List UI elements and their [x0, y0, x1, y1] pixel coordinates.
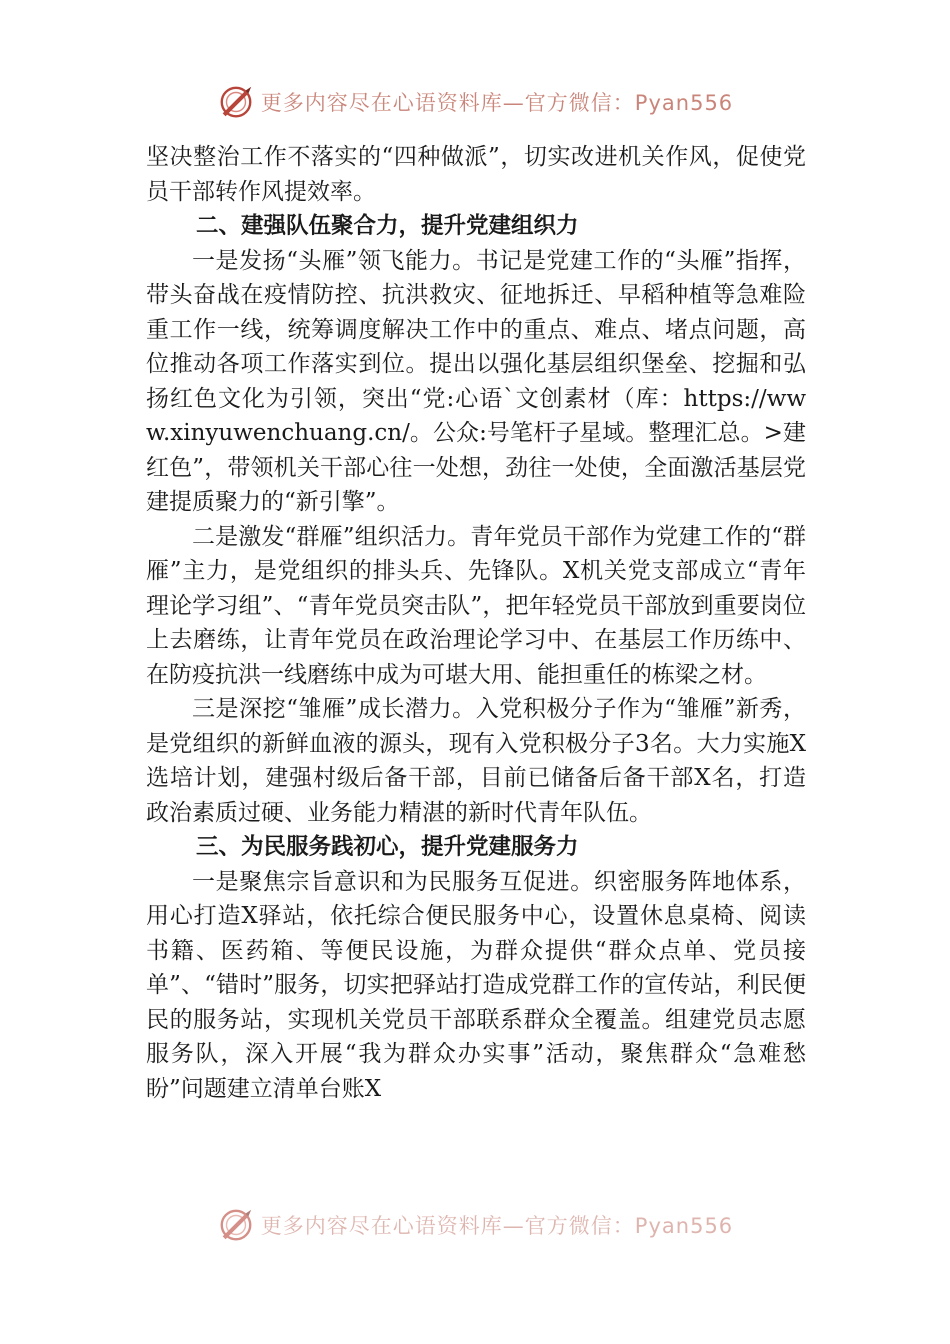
- document-body: [146, 140, 806, 1106]
- paragraph-2: 二是激发“群雁”组织活力。青年党员干部作为党建工作的“群雁”主力，是党组织的排头兵、先锋队。X机关党支部成立“青年理论学习组”、“青年党员突击队”，把年轻党员干部放到重要岗位上去磨练，让青年党员在政治理论学习中、在基层工作历练中、在防疫抗洪一线磨练中成为可堪大用、能担重任的栋梁之材。: [146, 523, 806, 688]
- pen-logo-icon: [217, 1206, 255, 1244]
- section-heading-2: 二、建强队伍聚合力，提升党建组织力: [196, 213, 579, 239]
- paragraph-1: 一是发扬“头雁”领飞能力。书记是党建工作的“头雁”指挥，带头奋战在疫情防控、抗洪救灾、征地拆迁、早稻种植等急难险重工作一线，统筹调度解决工作中的重点、难点、堵点问题，高位推动各项工作落实到位。提出以强化基层组织堡垒、挖掘和弘扬红色文化为引领，突出“党:心语`文创素材（库：https://www.xinyuwenchuang.cn/。公众:号笔杆子星域。整理汇总。>建红色”，带领机关干部心往一处想，劲往一处使，全面激活基层党建提质聚力的“新引擎”。: [146, 247, 806, 515]
- paragraph-4: 一是聚焦宗旨意识和为民服务互促进。织密服务阵地体系，用心打造X驿站，依托综合便民服务中心，设置休息桌椅、阅读书籍、医药箱、等便民设施，为群众提供“群众点单、党员接单”、“错时”服务，切实把驿站打造成党群工作的宣传站，利民便民的服务站，实现机关党员干部联系群众全覆盖。组建党员志愿服务队，深入开展“我为群众办实事”活动，聚焦群众“急难愁盼”问题建立清单台账X: [146, 868, 806, 1102]
- watermark-banner-top: [0, 82, 950, 122]
- paragraph-continuation: 坚决整治工作不落实的“四种做派”，切实改进机关作风，促使党员干部转作风提效率。: [146, 144, 806, 205]
- watermark-text-bottom: 更多内容尽在心语资料库—官方微信：Pyan556: [260, 1214, 734, 1238]
- section-heading-3: 三、为民服务践初心，提升党建服务力: [196, 834, 579, 860]
- pen-logo-icon: [217, 83, 255, 121]
- watermark-text-top: 更多内容尽在心语资料库—官方微信：Pyan556: [260, 91, 734, 115]
- watermark-banner-bottom: [0, 1205, 950, 1245]
- paragraph-3: 三是深挖“雏雁”成长潜力。入党积极分子作为“雏雁”新秀，是党组织的新鲜血液的源头，现有入党积极分子3名。大力实施X选培计划，建强村级后备干部，目前已储备后备干部X名，打造政治素质过硬、业务能力精湛的新时代青年队伍。: [146, 696, 806, 826]
